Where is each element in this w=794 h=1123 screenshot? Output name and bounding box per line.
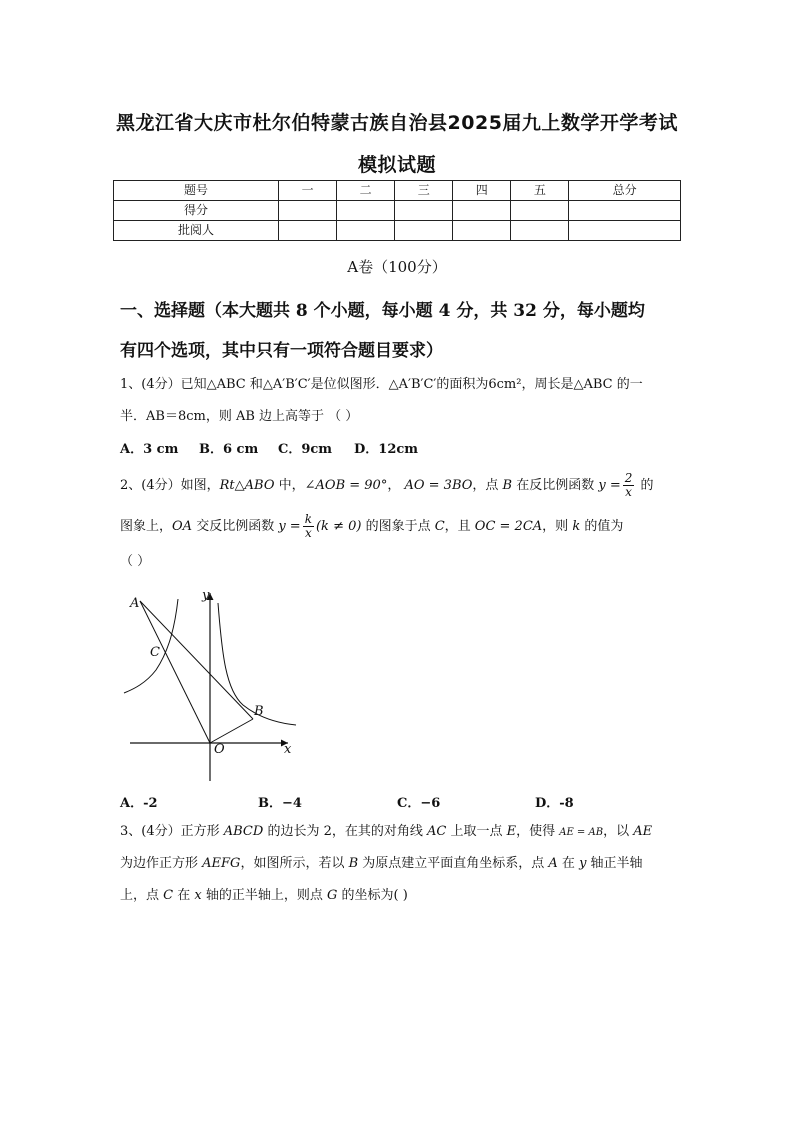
text: 为原点建立平面直角坐标系，点 [358, 856, 549, 871]
math-e: E [506, 824, 517, 839]
table-cell: 五 [511, 181, 569, 201]
q2-figure [118, 585, 308, 785]
text: ，如图所示，若以 [240, 856, 349, 871]
section-heading-line2: 有四个选项，其中只有一项符合题目要求） [120, 341, 443, 361]
q2-line1 [120, 472, 654, 499]
table-cell [569, 201, 681, 221]
table-cell: 批阅人 [114, 221, 279, 241]
text: 中， [274, 478, 305, 493]
text: 在 [173, 888, 195, 903]
table-cell: 一 [279, 181, 337, 201]
q1-option-c: C．9cm [278, 442, 333, 457]
math-abcd: ABCD [223, 824, 264, 839]
text: 在 [557, 856, 580, 871]
q2-line2 [120, 513, 623, 540]
q2-option-c: C．−6 [397, 796, 441, 811]
q2-option-d: D．-8 [535, 796, 574, 811]
text: ，以 [603, 824, 634, 839]
table-cell [453, 221, 511, 241]
text: 在反比例函数 [512, 478, 599, 493]
q3-line2 [120, 854, 643, 874]
table-cell [337, 201, 395, 221]
label-o: O [214, 742, 225, 757]
table-cell [511, 201, 569, 221]
math-ae-ab: AE = AB [559, 827, 604, 838]
q3-line3 [120, 886, 408, 906]
text: ，使得 [516, 824, 560, 839]
table-cell [511, 221, 569, 241]
text: 的 [636, 478, 654, 493]
math-c: C [434, 519, 445, 534]
section-heading-line1: 一、选择题（本大题共 8 个小题，每小题 4 分，共 32 分，每小题均 [120, 301, 645, 321]
score-table-header-row [114, 181, 681, 201]
label-x: x [284, 742, 292, 757]
math-y-eq: y = [598, 478, 621, 493]
table-cell [337, 221, 395, 241]
math-g: G [326, 888, 338, 903]
table-cell: 总分 [569, 181, 681, 201]
table-cell: 四 [453, 181, 511, 201]
table-cell [453, 201, 511, 221]
text: 2、(4分）如图， [120, 478, 220, 493]
label-b: B [254, 704, 264, 719]
text: 上取一点 [446, 824, 507, 839]
score-table-row [114, 221, 681, 241]
math-x: x [194, 888, 202, 903]
text: 的边长为 2，在其的对角线 [263, 824, 427, 839]
paper-label: A卷（100分） [347, 258, 447, 276]
math-y: y [579, 856, 587, 871]
table-cell: 得分 [114, 201, 279, 221]
fraction-k-over-x [303, 513, 314, 540]
text: 轴正半轴 [586, 856, 643, 871]
q2-option-a: A．-2 [120, 796, 158, 811]
text: ， [387, 478, 405, 493]
label-c: C [150, 645, 160, 660]
label-a: A [130, 596, 140, 611]
table-cell [395, 221, 453, 241]
math-aefg: AEFG [202, 856, 241, 871]
label-y: y [202, 588, 210, 603]
text: ，则 [542, 519, 573, 534]
segment-ab [140, 601, 253, 719]
math-c: C [163, 888, 174, 903]
math-rt: Rt△ABO [219, 478, 275, 493]
text: 轴的正半轴上，则点 [201, 888, 327, 903]
text: 上，点 [120, 888, 164, 903]
numerator: k [304, 512, 312, 526]
denominator: x [625, 485, 632, 499]
q2-line3: （ ） [120, 554, 151, 569]
math-b: B [348, 856, 359, 871]
q1-line2: 半．AB＝8cm，则 AB 边上高等于 （ ） [120, 409, 359, 424]
score-table [113, 180, 681, 241]
denominator: x [304, 526, 312, 540]
q1-option-b: B．6 cm [199, 442, 259, 457]
math-ae: AE [633, 824, 653, 839]
segment-ao [140, 601, 210, 743]
math-y-eq: y = [278, 519, 301, 534]
table-cell: 三 [395, 181, 453, 201]
text: ，点 [472, 478, 503, 493]
math-condition: (k ≠ 0) [315, 519, 362, 534]
numerator: 2 [624, 471, 633, 485]
q1-option-d: D．12cm [354, 442, 419, 457]
math-k: k [572, 519, 581, 534]
table-cell [279, 201, 337, 221]
text: 为边作正方形 [120, 856, 203, 871]
math-eq1: AO = 3BO [404, 478, 473, 493]
table-cell: 题号 [114, 181, 279, 201]
segment-ob [210, 719, 253, 743]
exam-title-line2: 模拟试题 [357, 154, 436, 176]
text: 交反比例函数 [192, 519, 279, 534]
math-eq2: OC = 2CA [474, 519, 543, 534]
table-cell [395, 201, 453, 221]
q3-line1 [120, 822, 652, 843]
text: 的坐标为( ) [337, 888, 408, 903]
text: 的图象于点 [361, 519, 435, 534]
q1-option-a: A．3 cm [120, 442, 179, 457]
q1-line1: 1、(4分）已知△ABC 和△A′B′C′是位似图形．△A′B′C′的面积为6cm²，周长是△ABC 的一 [120, 377, 643, 392]
table-cell: 二 [337, 181, 395, 201]
table-cell [569, 221, 681, 241]
math-a: A [548, 856, 558, 871]
text: ，且 [444, 519, 475, 534]
math-b: B [502, 478, 513, 493]
text: 3、(4分）正方形 [120, 824, 224, 839]
fraction-2-over-x [623, 472, 635, 499]
table-cell [279, 221, 337, 241]
math-ac: AC [426, 824, 447, 839]
exam-title-line1: 黑龙江省大庆市杜尔伯特蒙古族自治县2025届九上数学开学考试 [116, 112, 678, 134]
text: 的值为 [580, 519, 624, 534]
text: 图象上， [120, 519, 173, 534]
math-angle: ∠AOB = 90° [304, 478, 388, 493]
score-table-row [114, 201, 681, 221]
q2-option-b: B．−4 [258, 796, 302, 811]
math-oa: OA [172, 519, 193, 534]
